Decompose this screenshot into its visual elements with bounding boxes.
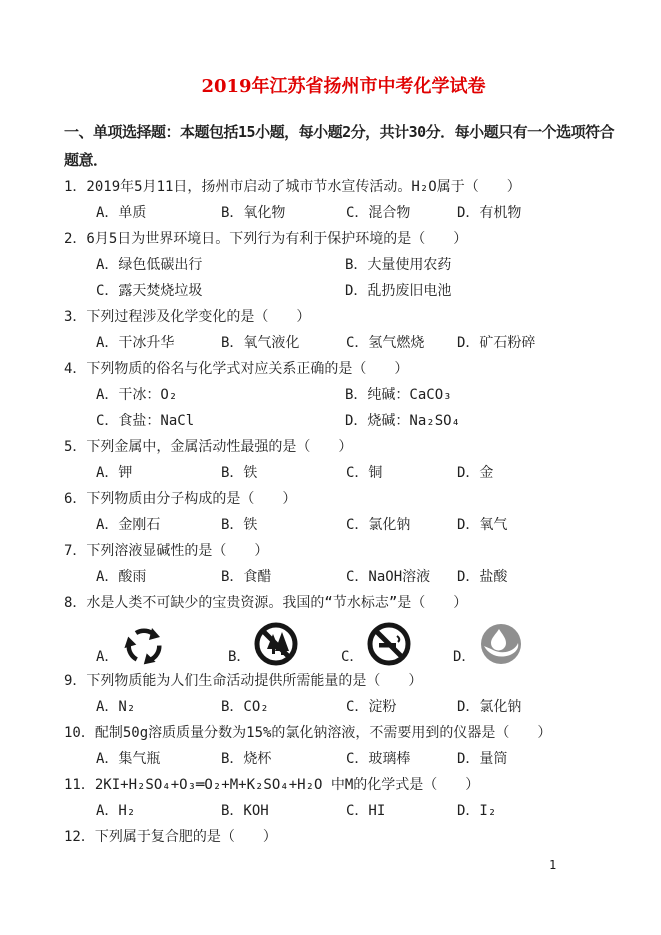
question-1-stem: 1．2019年5月11日，扬州市启动了城市节水宣传活动。H₂O属于（ ） <box>64 179 521 195</box>
option-b: B．氧气液化 <box>221 335 300 351</box>
question-9-options <box>64 694 623 720</box>
option-c: C．淀粉 <box>346 699 397 715</box>
question-4-stem: 4．下列物质的俗名与化学式对应关系正确的是（ ） <box>64 361 409 377</box>
option-a: A．N₂ <box>96 699 136 715</box>
option-d: D．I₂ <box>457 803 497 819</box>
option-c: C．NaOH溶液 <box>346 569 431 585</box>
option-b: B．食醋 <box>221 569 272 585</box>
option-a: A．干冰升华 <box>96 335 175 351</box>
question-3-options <box>64 330 623 356</box>
section-header-line-2: 题意． <box>64 151 108 169</box>
question-6-options <box>64 512 623 538</box>
question-5-options <box>64 460 623 486</box>
option-a: A．金刚石 <box>96 517 161 533</box>
option-c: C．玻璃棒 <box>346 751 411 767</box>
option-a: A．钾 <box>96 465 133 481</box>
question-12-stem: 12．下列属于复合肥的是（ ） <box>64 829 277 845</box>
question-7-stem: 7．下列溶液显碱性的是（ ） <box>64 543 269 559</box>
option-letter: B． <box>228 649 251 665</box>
option-a: A．绿色低碳出行 <box>96 257 203 273</box>
page-number: 1 <box>549 858 557 872</box>
option-letter: C． <box>341 649 364 665</box>
option-c: C．铜 <box>346 465 383 481</box>
option-c: C．氢气燃烧 <box>346 335 425 351</box>
option-c: C．混合物 <box>346 205 411 221</box>
question-11-stem: 11．2KI+H₂SO₄+O₃═O₂+M+K₂SO₄+H₂O 中M的化学式是（ ） <box>64 777 480 793</box>
page-title: 2019年江苏省扬州市中考化学试卷 <box>201 76 486 97</box>
option-letter: D． <box>453 649 476 665</box>
water-saving-logo-icon <box>479 622 523 666</box>
option-d: D．矿石粉碎 <box>457 335 536 351</box>
question-2-options-row-1 <box>64 252 623 278</box>
option-b: B．CO₂ <box>221 699 269 715</box>
icon-option-a <box>96 626 166 666</box>
option-b: B．铁 <box>221 465 258 481</box>
question-1-options <box>64 200 623 226</box>
option-b: B．纯碱：CaCO₃ <box>345 387 452 403</box>
option-d: D．氯化钠 <box>457 699 522 715</box>
option-b: B．烧杯 <box>221 751 272 767</box>
option-d: D．乱扔废旧电池 <box>345 283 452 299</box>
question-4-options-row-2 <box>64 408 623 434</box>
option-b: B．KOH <box>221 803 269 819</box>
question-5-stem: 5．下列金属中，金属活动性最强的是（ ） <box>64 439 353 455</box>
option-b: B．铁 <box>221 517 258 533</box>
question-2-stem: 2．6月5日为世界环境日。下列行为有利于保护环境的是（ ） <box>64 231 468 247</box>
question-10-options <box>64 746 623 772</box>
option-b: B．氧化物 <box>221 205 286 221</box>
question-8-icon-options <box>64 616 623 668</box>
question-2-options-row-2 <box>64 278 623 304</box>
option-d: D．烧碱：Na₂SO₄ <box>345 413 461 429</box>
option-a: A．干冰：O₂ <box>96 387 178 403</box>
option-a: A．H₂ <box>96 803 136 819</box>
no-logging-icon <box>254 622 298 666</box>
option-d: D．量筒 <box>457 751 508 767</box>
option-a: A．酸雨 <box>96 569 147 585</box>
question-10-stem: 10．配制50g溶质质量分数为15%的氯化钠溶液，不需要用到的仪器是（ ） <box>64 725 552 741</box>
icon-option-d <box>453 622 523 666</box>
question-4-options-row-1 <box>64 382 623 408</box>
recycle-icon <box>122 626 166 666</box>
option-b: B．大量使用农药 <box>345 257 452 273</box>
option-c: C．HI <box>346 803 386 819</box>
section-header-line-1: 一、单项选择题：本题包括15小题，每小题2分，共计30分．每小题只有一个选项符合 <box>64 123 615 141</box>
option-d: D．有机物 <box>457 205 522 221</box>
question-3-stem: 3．下列过程涉及化学变化的是（ ） <box>64 309 311 325</box>
option-a: A．集气瓶 <box>96 751 161 767</box>
question-6-stem: 6．下列物质由分子构成的是（ ） <box>64 491 297 507</box>
no-smoking-icon <box>367 622 411 666</box>
question-9-stem: 9．下列物质能为人们生命活动提供所需能量的是（ ） <box>64 673 423 689</box>
option-c: C．氯化钠 <box>346 517 411 533</box>
option-c: C．露天焚烧垃圾 <box>96 283 203 299</box>
option-c: C．食盐：NaCl <box>96 413 195 429</box>
icon-option-b <box>228 622 298 666</box>
question-7-options <box>64 564 623 590</box>
question-8-stem: 8．水是人类不可缺少的宝贵资源。我国的“节水标志”是（ ） <box>64 595 468 611</box>
question-11-options <box>64 798 623 824</box>
option-letter: A． <box>96 649 119 665</box>
option-a: A．单质 <box>96 205 147 221</box>
option-d: D．盐酸 <box>457 569 508 585</box>
option-d: D．氧气 <box>457 517 508 533</box>
option-d: D．金 <box>457 465 494 481</box>
icon-option-c <box>341 622 411 666</box>
